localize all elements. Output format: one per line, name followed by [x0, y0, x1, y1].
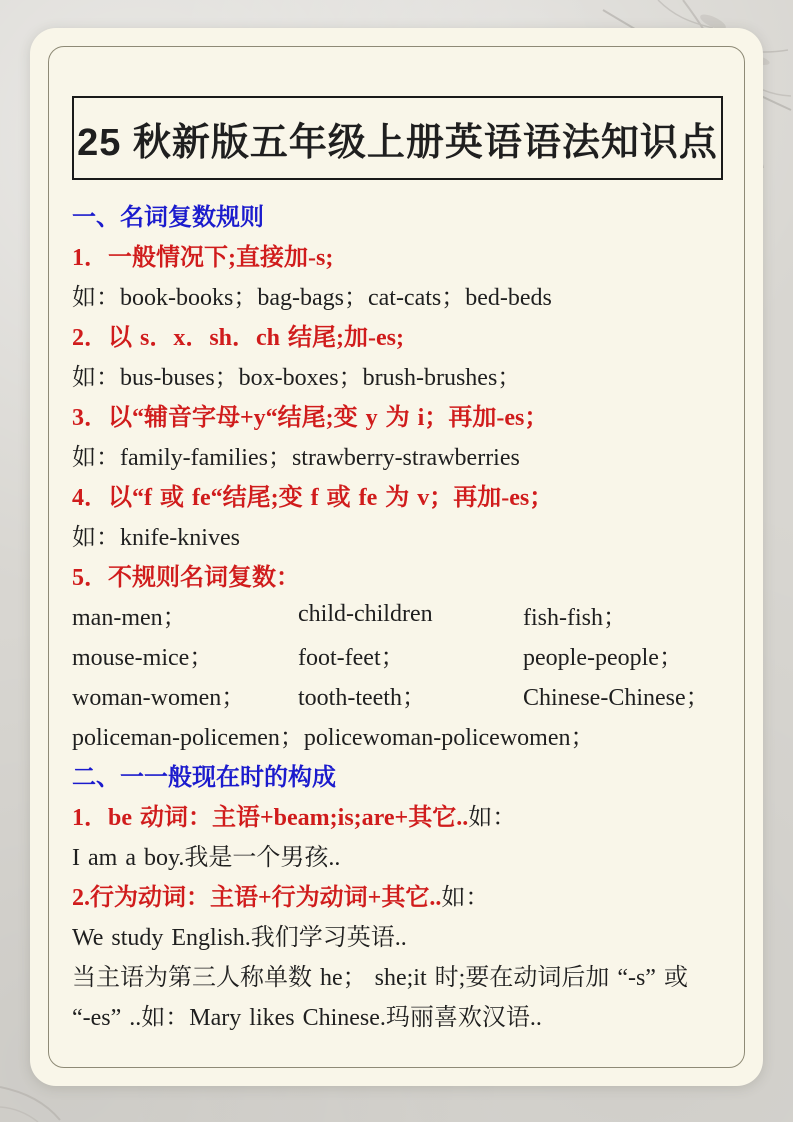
irregular-plural-pair: man-men；: [72, 604, 187, 631]
irregular-plural-pair: people-people；: [523, 644, 683, 671]
body-text: 当主语为第三人称单数 he； she;it 时;要在动词后加 “-s” 或: [72, 964, 688, 991]
section-heading-line: [72, 194, 729, 234]
rule-line: [72, 794, 729, 834]
title-box: [72, 96, 723, 180]
rule-emphasis-text: 4．以“f 或 fe“结尾;变 f 或 fe 为 v；再加-es；: [72, 484, 554, 511]
irregular-plurals-row: [72, 674, 729, 714]
example-line: [72, 514, 729, 554]
irregular-plural-pair: fish-fish；: [523, 604, 627, 631]
rule-line: [72, 474, 729, 514]
rule-emphasis-text: 5．不规则名词复数：: [72, 564, 300, 591]
rule-line: [72, 394, 729, 434]
example-line: [72, 434, 729, 474]
document-title: 25 秋新版五年级上册英语语法知识点: [77, 121, 718, 164]
body-text: 如：book-books；bag-bags；cat-cats；bed-beds: [72, 284, 552, 311]
irregular-plural-pair: mouse-mice；: [72, 644, 214, 671]
rule-line: [72, 314, 729, 354]
rule-emphasis-text: 2．以 s．x．sh．ch 结尾;加-es;: [72, 324, 404, 351]
section-heading-text: 一、名词复数规则: [72, 204, 264, 231]
rule-line: [72, 554, 729, 594]
body-text: 如：knife-knives: [72, 524, 240, 551]
irregular-plural-pair: child-children: [298, 600, 433, 627]
irregular-plural-pair: woman-women；: [72, 684, 246, 711]
rule-emphasis-text: 3．以“辅音字母+y“结尾;变 y 为 i；再加-es；: [72, 404, 549, 431]
body-text: 如：bus-buses；box-boxes；brush-brushes；: [72, 364, 522, 391]
body-text: 如：family-families；strawberry-strawberries: [72, 444, 520, 471]
rule-emphasis-text: 1．be 动词：主语+beam;is;are+其它..: [72, 804, 469, 831]
body-text: We study English.我们学习英语..: [72, 924, 407, 951]
rule-emphasis-text: 2.行为动词：主语+行为动词+其它..: [72, 884, 442, 911]
section-heading-text: 二、一一般现在时的构成: [72, 764, 336, 791]
irregular-plural-pair: Chinese-Chinese；: [523, 684, 710, 711]
example-line: [72, 994, 729, 1034]
rule-line: [72, 234, 729, 274]
irregular-plurals-row: [72, 594, 729, 634]
irregular-plural-pair: tooth-teeth；: [298, 684, 426, 711]
example-line: [72, 954, 729, 994]
rule-line: [72, 874, 729, 914]
example-line: [72, 914, 729, 954]
irregular-plurals-row: [72, 634, 729, 674]
body-text: 如：: [468, 804, 517, 831]
example-line: [72, 714, 729, 754]
example-line: [72, 354, 729, 394]
body-text: 如：: [441, 884, 490, 911]
rule-emphasis-text: 1．一般情况下;直接加-s;: [72, 244, 334, 271]
example-line: [72, 834, 729, 874]
example-line: [72, 274, 729, 314]
body-text: policeman-policemen；policewoman-policewomen；: [72, 724, 595, 751]
irregular-plural-pair: foot-feet；: [298, 644, 405, 671]
content-area: [72, 194, 729, 1034]
section-heading-line: [72, 754, 729, 794]
paper-card: [30, 28, 763, 1086]
body-text: “-es” ..如：Mary likes Chinese.玛丽喜欢汉语..: [72, 1004, 542, 1031]
body-text: I am a boy.我是一个男孩..: [72, 844, 341, 871]
